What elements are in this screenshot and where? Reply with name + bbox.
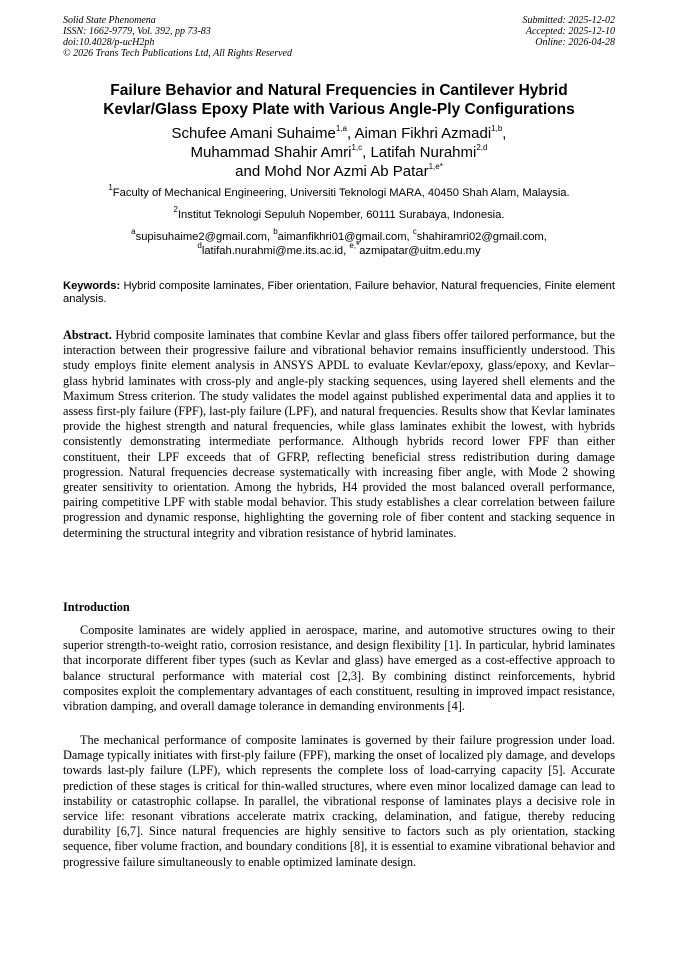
email-address[interactable]: latifah.nurahmi@me.its.ac.id — [201, 245, 344, 257]
date-online: Online: 2026-04-28 — [535, 37, 615, 48]
paper-title-line-2: Kevlar/Glass Epoxy Plate with Various Angle-Ply Configurations — [103, 101, 575, 118]
email-mark: e,* — [349, 241, 360, 251]
author-affiliation-mark: 1,b — [491, 124, 503, 133]
journal-name: Solid State Phenomena — [63, 15, 156, 26]
author-conjunction: and — [235, 163, 261, 180]
email-mark: a — [131, 227, 136, 237]
date-submitted: Submitted: 2025-12-02 — [522, 15, 615, 26]
author-affiliation-mark: 1,c — [351, 143, 363, 152]
keywords-text: Hybrid composite laminates, Fiber orientation, Failure behavior, Natural frequencies, Finite element analysis. — [63, 280, 616, 305]
affiliation-text: Faculty of Mechanical Engineering, Universiti Teknologi MARA, 40450 Shah Alam, Malaysia. — [112, 187, 570, 199]
keywords — [63, 280, 615, 306]
journal-issn: ISSN: 1662-9779, Vol. 392, pp 73-83 — [63, 26, 211, 37]
email-address[interactable]: shahiramri02@gmail.com — [416, 231, 544, 243]
journal-header-left — [63, 15, 292, 59]
journal-copyright: © 2026 Trans Tech Publications Ltd, All Rights Reserved — [63, 48, 292, 59]
affiliation-text: Institut Teknologi Sepuluh Nopember, 60111 Surabaya, Indonesia. — [177, 209, 505, 221]
email-address[interactable]: azmipatar@uitm.edu.my — [359, 245, 481, 257]
author-name: Schufee Amani Suhaime — [171, 125, 336, 142]
abstract — [63, 328, 615, 541]
author-affiliation-mark: 2,d — [476, 143, 488, 152]
journal-header-right — [523, 15, 616, 48]
email-address[interactable]: supisuhaime2@gmail.com — [135, 231, 267, 243]
introduction-paragraph-2: The mechanical performance of composite laminates is governed by their failure progression under load. Damage typically initiates with first-ply failure (FPF), marking the onset of localized ply damage, and develops towards last-ply failure (LPF), which represents the complete loss of load-carrying capacity [5]. Accurate prediction of these stages is critical for thin-walled structures, where even minor localized damage can lead to instability or catastrophic collapse. In parallel, the vibrational response of laminates plays a decisive role in service life: resonant vibrations accelerate matrix cracking, delamination, and fatigue, thereby reducing durability [6,7]. Since natural frequencies are highly sensitive to factors such as ply orientation, stacking sequence, fiber volume fraction, and boundary conditions [8], it is essential to examine vibrational behavior and progressive failure simultaneously to enable optimized laminate design. — [63, 733, 615, 869]
abstract-label: Abstract. — [63, 328, 112, 342]
author-affiliation-mark: 1,e* — [428, 162, 443, 171]
affiliation — [40, 183, 638, 200]
email-address[interactable]: aimanfikhri01@gmail.com — [277, 231, 407, 243]
author-name: Muhammad Shahir Amri — [190, 144, 352, 161]
section-heading-introduction: Introduction — [63, 600, 130, 614]
email-mark: c — [412, 227, 417, 237]
introduction-paragraph-1: Composite laminates are widely applied in aerospace, marine, and automotive structures owing to their superior strength-to-weight ratio, corrosion resistance, and design flexibility [1]. In particular, hybrid laminates that incorporate different fiber types (such as Kevlar and glass) have emerged as a cost-effective approach to balance structural performance with material cost [2,3]. By combining distinct reinforcements, hybrid composites exploit the complementary advantages of each constituent, resulting in improved impact resistance, vibration damping, and overall damage tolerance in demanding environments [4]. — [63, 623, 615, 714]
affiliation-mark: 2 — [173, 205, 178, 215]
email-list: $^a$supisuhaime2@gmail.com, $^b$aimanfikhri01@gmail.com, $^c$shahiramri02@gmail.com, $^d$latifah.nurahmi@me.its.ac.id, $^{e,*}$azmipatar@uitm.edu.my — [131, 227, 547, 257]
author-name: Aiman Fikhri Azmadi — [354, 125, 492, 142]
affiliation — [40, 205, 638, 222]
journal-doi: doi:10.4028/p-ucH2ph — [63, 37, 155, 48]
author-list: Schufee Amani Suhaime$^{1,a}$, Aiman Fikhri Azmadi$^{1,b}$, Muhammad Shahir Amri$^{1,c}$, Latifah Nurahmi$^{2,d}$ and Mohd Nor Azmi Ab Patar$^{1,e*}$ — [171, 124, 507, 180]
paper-title — [40, 81, 638, 119]
date-accepted: Accepted: 2025-12-10 — [525, 26, 615, 37]
author-name: Latifah Nurahmi — [370, 144, 477, 161]
email-mark: b — [273, 227, 278, 237]
email-mark: d — [197, 241, 202, 251]
affiliation-mark: 1 — [108, 183, 113, 193]
author-affiliation-mark: 1,a — [335, 124, 347, 133]
author-name: Mohd Nor Azmi Ab Patar — [264, 163, 429, 180]
paper-title-line-1: Failure Behavior and Natural Frequencies in Cantilever Hybrid — [110, 82, 568, 99]
abstract-text: Hybrid composite laminates that combine Kevlar and glass fibers offer tailored performance, but the interaction between their progressive failure and vibrational behavior remains insufficiently understood. This study employs finite element analysis in ANSYS APDL to evaluate Kevlar/epoxy, glass/epoxy, and Kevlar–glass hybrid laminates with cross-ply and angle-ply stacking sequences, using layered shell elements and the Maximum Stress criterion. The study validates the model against published experimental data and applies it to assess first-ply failure (FPF), last-ply failure (LPF), and natural frequencies. Results show that Kevlar laminates provide the highest strength and natural frequencies, while glass laminates exhibit the lowest, with hybrids consistently demonstrating intermediate performance. Although hybrids record lower FPF than either constituent, their LPF exceeds that of GFRP, reflecting beneficial stress redistribution during damage progression. Natural frequencies decrease systematically with increasing fiber angle, with Mode 2 showing greater sensitivity to orientation. Among the hybrids, H4 provided the most balanced overall performance, pairing competitive LPF with stable modal behavior. This study establishes a clear correlation between failure progression and dynamic response, highlighting the governing role of fiber content and stacking sequence in determining the structural integrity and vibration resistance of hybrid laminates. — [63, 328, 616, 540]
keywords-label: Keywords: — [63, 280, 121, 292]
